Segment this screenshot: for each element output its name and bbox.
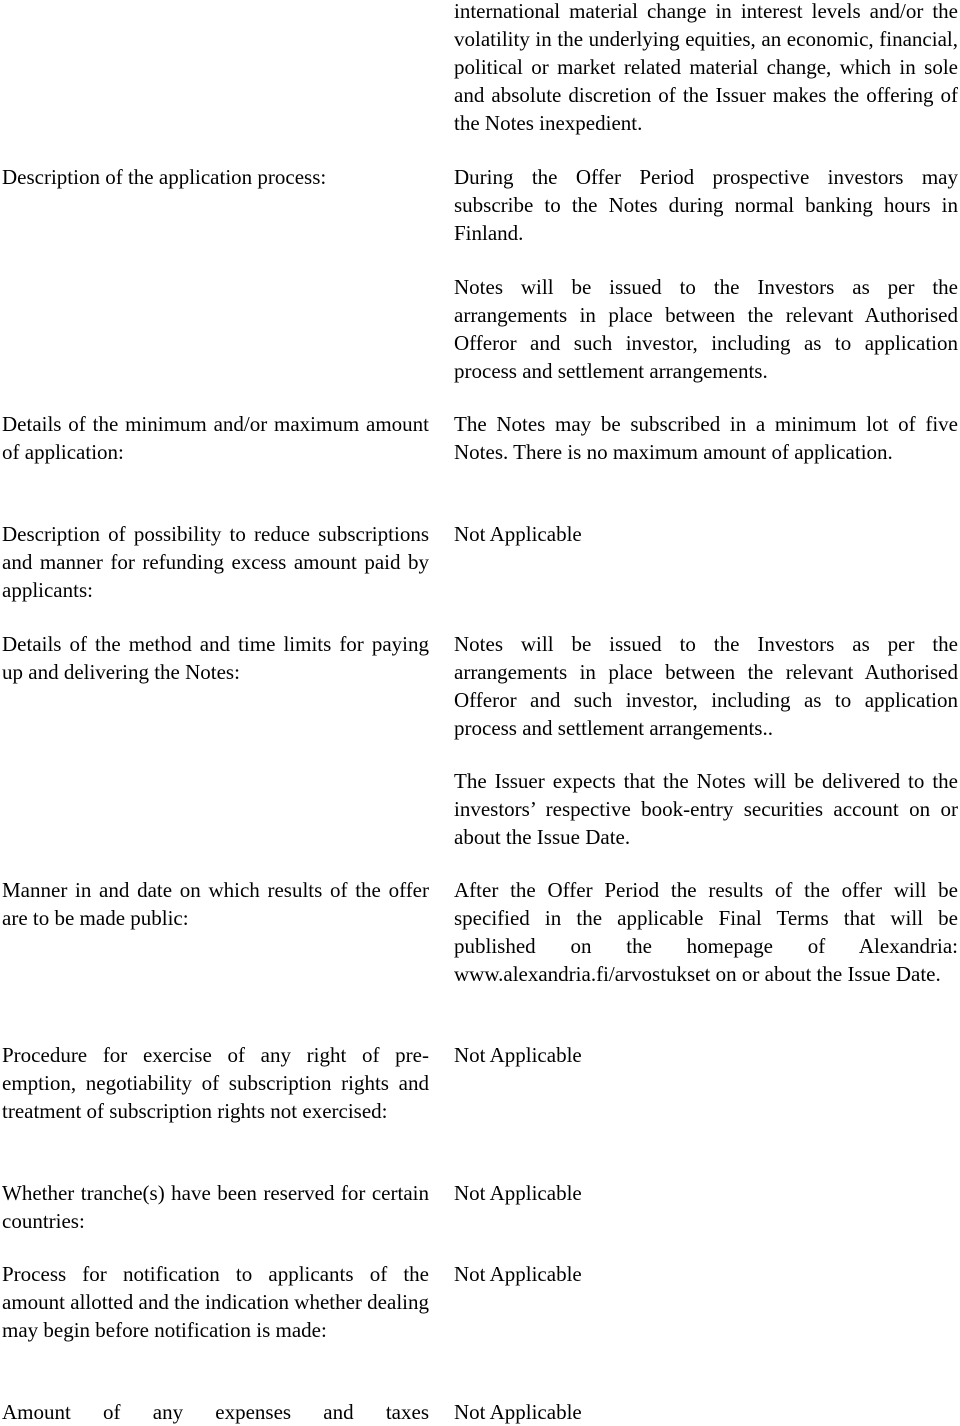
value-paying-delivering-delivery: The Issuer expects that the Notes will be delivered to the investors’ respective book-entry securities account on or about the Issue Date. [454, 769, 958, 849]
label-notification-process: Process for notification to applicants of the amount allotted and the indication whether dealing may begin before notification is made: [2, 1262, 429, 1342]
label-expenses-taxes: Amount of any expenses and taxes [2, 1400, 429, 1424]
value-application-process-offer-period: During the Offer Period prospective investors may subscribe to the Notes during normal banking hours in Finland. [454, 165, 958, 245]
value-pre-emption: Not Applicable [454, 1043, 582, 1067]
value-reduce-subscriptions: Not Applicable [454, 522, 582, 546]
continuation-paragraph: international material change in interest levels and/or the volatility in the underlying equities, an economic, financial, political or market related material change, which in sole and absolute discretion of the Issuer makes the offering of the Notes inexpedient. [454, 0, 958, 135]
value-expenses-taxes: Not Applicable [454, 1400, 582, 1424]
value-tranches-reserved: Not Applicable [454, 1181, 582, 1205]
value-application-process-issuance: Notes will be issued to the Investors as per the arrangements in place between the relevant Authorised Offeror and such investor, including as to application process and settlement arrangements. [454, 275, 958, 383]
label-reduce-subscriptions: Description of possibility to reduce subscriptions and manner for refunding excess amount paid by applicants: [2, 522, 429, 602]
value-results-public: After the Offer Period the results of the offer will be specified in the applicable Final Terms that will be published on the homepage of Alexandria: www.alexandria.fi/arvostukset on or about the Issue Date. [454, 878, 958, 986]
value-min-max-application: The Notes may be subscribed in a minimum lot of five Notes. There is no maximum amount of application. [454, 412, 958, 464]
label-pre-emption: Procedure for exercise of any right of pre-emption, negotiability of subscription rights and treatment of subscription rights not exercised: [2, 1043, 429, 1123]
label-application-process: Description of the application process: [2, 165, 327, 189]
label-results-public: Manner in and date on which results of the offer are to be made public: [2, 878, 429, 930]
value-paying-delivering-issuance: Notes will be issued to the Investors as per the arrangements in place between the relevant Authorised Offeror and such investor, including as to application process and settlement arrangements.. [454, 632, 958, 740]
label-min-max-application: Details of the minimum and/or maximum amount of application: [2, 412, 429, 464]
label-tranches-reserved: Whether tranche(s) have been reserved for certain countries: [2, 1181, 429, 1233]
value-notification-process: Not Applicable [454, 1262, 582, 1286]
label-paying-delivering: Details of the method and time limits for paying up and delivering the Notes: [2, 632, 429, 684]
